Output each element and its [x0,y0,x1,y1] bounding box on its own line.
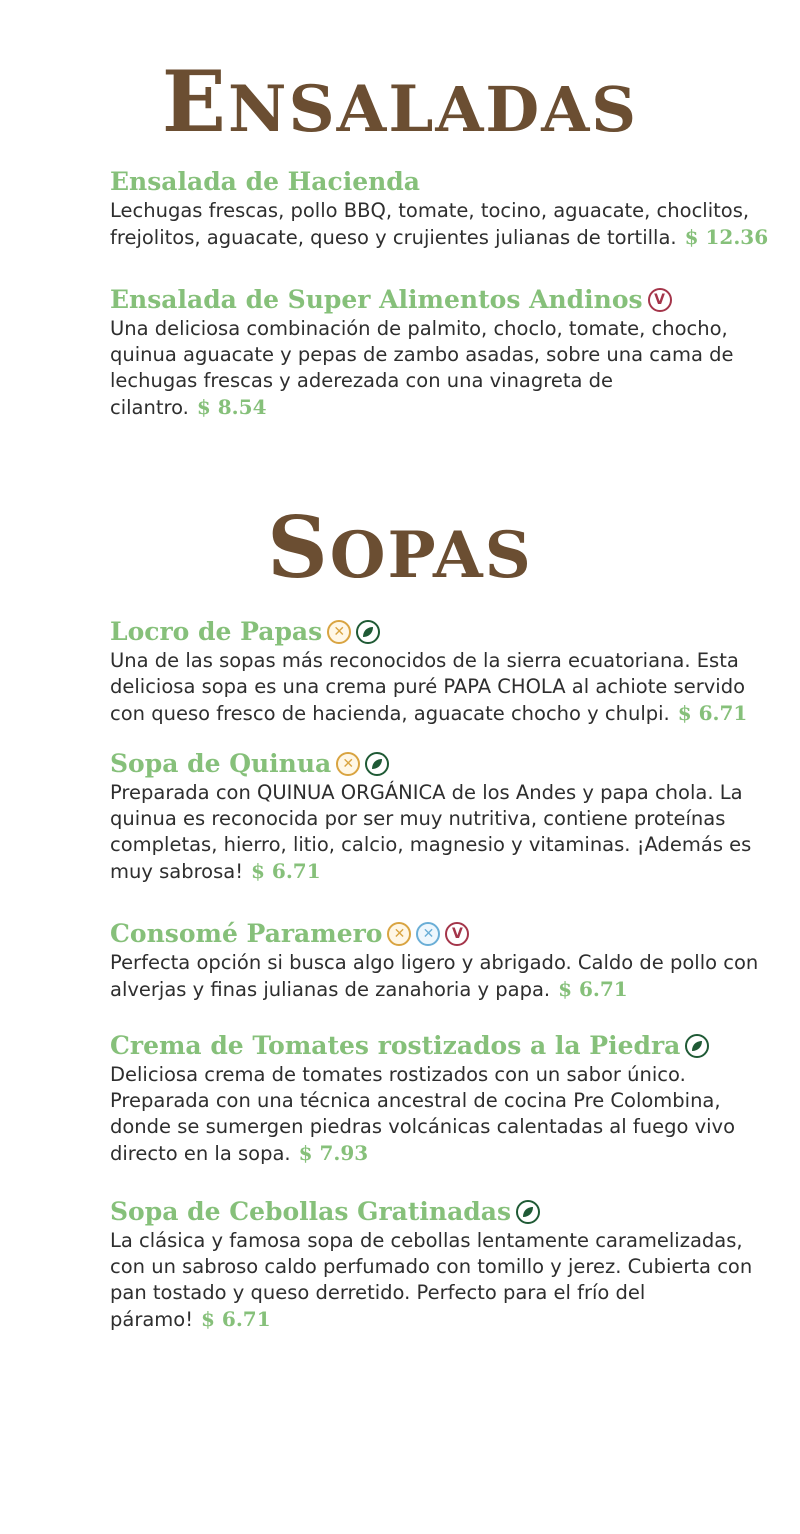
item-price: $ 6.71 [251,859,321,883]
menu-item [110,1030,770,1167]
ensaladas-title: ENSALADAS [161,52,639,151]
item-description: La clásica y famosa sopa de cebollas lentamente caramelizadas, con un sabroso caldo perfumado con tomillo y jerez. Cubierta con pan tostado y queso derretido. Perfecto para el frío del páramo! $ 6.71 [110,1229,753,1331]
menu-item [110,166,770,251]
gluten-free-icon: ✕ [387,922,411,946]
menu-item [110,284,770,421]
item-price: $ 8.54 [196,395,267,419]
item-description: Una de las sopas más reconocidos de la sierra ecuatoriana. Esta deliciosa sopa es una crema puré PAPA CHOLA al achiote servido con queso fresco de hacienda, aguacate chocho y chulpi. $ 6.71 [110,649,748,725]
item-description: Una deliciosa combinación de palmito, choclo, tomate, chocho, quinua aguacate y pepas de zambo asadas, sobre una cama de lechugas frescas y aderezada con una vinagreta de cilantro. $ 8.54 [110,317,734,419]
item-name: Sopa de Cebollas Gratinadas [110,1196,770,1228]
menu-item [110,918,770,1003]
vegetarian-icon [685,1034,709,1058]
item-description: Deliciosa crema de tomates rostizados con un sabor único. Preparada con una técnica ancestral de cocina Pre Colombina, donde se sumergen piedras volcánicas calentadas al fuego vivo directo en la sopa. $ 7.93 [110,1063,736,1165]
vegetarian-icon [365,752,389,776]
vegetarian-icon [516,1200,540,1224]
item-name: Sopa de Quinua ✕ [110,748,770,780]
lactose-free-icon: ✕ [416,922,440,946]
vegan-icon: V [445,922,469,946]
sopas-title: SOPAS [267,498,533,597]
menu-item [110,748,770,885]
item-price: $ 7.93 [298,1141,369,1165]
item-price: $ 12.36 [684,225,769,249]
gluten-free-icon: ✕ [327,620,351,644]
item-price: $ 6.71 [201,1307,271,1331]
item-description: Perfecta opción si busca algo ligero y abrigado. Caldo de pollo con alverjas y finas julianas de zanahoria y papa. $ 6.71 [110,951,759,1001]
item-price: $ 6.71 [677,701,748,725]
menu-item [110,616,770,727]
item-price: $ 6.71 [558,977,628,1001]
item-description: Lechugas frescas, pollo BBQ, tomate, tocino, aguacate, choclitos, frejolitos, aguacate, queso y crujientes julianas de tortilla. $ 12.36 [110,199,769,249]
vegetarian-icon [356,620,380,644]
item-name: Locro de Papas ✕ [110,616,770,648]
item-name: Ensalada de Super Alimentos Andinos V [110,284,770,316]
gluten-free-icon: ✕ [336,752,360,776]
item-description: Preparada con QUINUA ORGÁNICA de los Andes y papa chola. La quinua es reconocida por ser muy nutritiva, contiene proteínas completas, hierro, litio, calcio, magnesio y vitaminas. ¡Además es muy sabrosa! $ 6.71 [110,781,752,883]
menu-item [110,1196,770,1333]
vegan-icon: V [648,288,672,312]
item-name: Crema de Tomates rostizados a la Piedra [110,1030,770,1062]
item-name: Ensalada de Hacienda [110,167,420,196]
item-name: Consomé Paramero ✕ ✕ V [110,918,770,950]
